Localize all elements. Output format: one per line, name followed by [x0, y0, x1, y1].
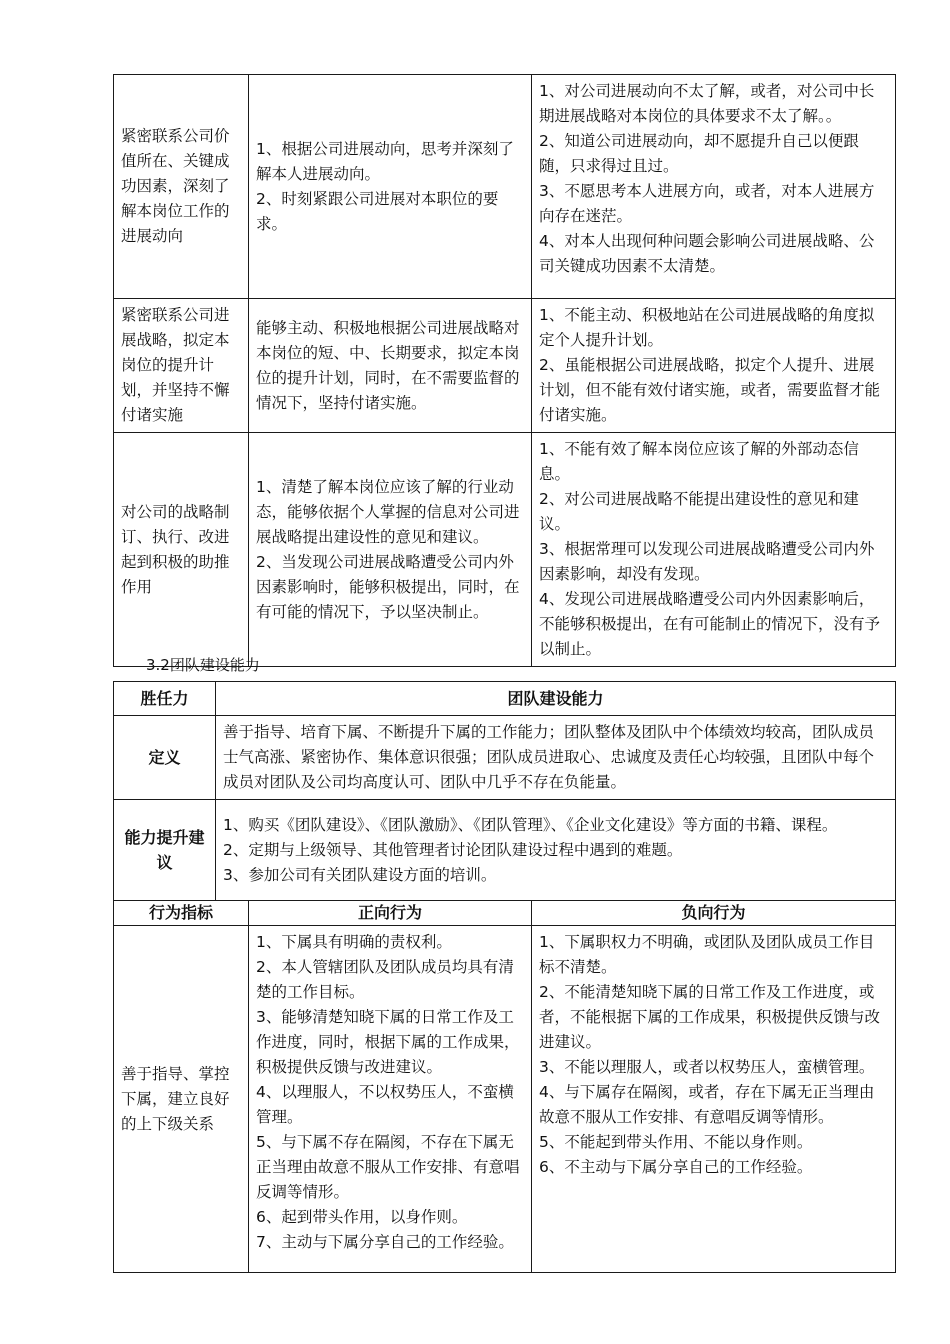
header-value: 团队建设能力: [216, 682, 896, 716]
list-item: 1、对公司进展动向不太了解，或者，对公司中长期进展战略对本岗位的具体要求不太了解。。: [539, 82, 875, 125]
list-item: 1、购买《团队建设》、《团队激励》、《团队管理》、《企业文化建设》等方面的书籍、课程。: [223, 815, 838, 834]
competency-table-continued: [113, 74, 896, 667]
definition-row: [114, 716, 896, 800]
table-row: [114, 433, 896, 667]
list-item: 1、清楚了解本岗位应该了解的行业动态，能够依据个人掌握的信息对公司进展战略提出建设性的意见和建议。: [256, 477, 520, 546]
suggestion-text: [216, 800, 896, 901]
list-item: 5、与下属不存在隔阂，不存在下属无正当理由故意不服从工作安排、有意唱反调等情形。: [256, 1133, 520, 1201]
list-item: 2、定期与上级领导、其他管理者讨论团队建设过程中遇到的难题。: [223, 840, 683, 859]
list-item: 3、能够清楚知晓下属的日常工作及工作进度，同时，根据下属的工作成果，积极提供反馈与改进建议。: [256, 1008, 520, 1076]
positive-behavior-cell: [249, 433, 532, 667]
definition-label: 定义: [114, 716, 216, 800]
list-item: 4、以理服人，不以权势压人，不蛮横管理。: [256, 1083, 514, 1126]
suggestion-row: [114, 800, 896, 901]
list-item: 4、与下属存在隔阂，或者，存在下属无正当理由故意不服从工作安排、有意唱反调等情形。: [539, 1083, 875, 1126]
column-header-negative: 负向行为: [532, 901, 896, 926]
table-row: [114, 299, 896, 433]
negative-behavior-cell: [532, 299, 896, 433]
list-item: 7、主动与下属分享自己的工作经验。: [256, 1233, 514, 1251]
list-item: 1、根据公司进展动向，思考并深刻了解本人进展动向。: [256, 139, 514, 183]
list-item: 2、本人管辖团队及团队成员均具有清楚的工作目标。: [256, 958, 514, 1001]
list-item: 6、起到带头作用，以身作则。: [256, 1208, 468, 1226]
criterion-cell: 对公司的战略制订、执行、改进起到积极的助推作用: [114, 433, 249, 667]
list-item: 4、发现公司进展战略遭受公司内外因素影响后，不能够积极提出，在有可能制止的情况下，没有予以制止。: [539, 590, 881, 658]
table-row: [114, 75, 896, 299]
positive-behavior-cell: [249, 75, 532, 299]
negative-behavior-cell: [532, 926, 896, 1273]
list-item: 3、根据常理可以发现公司进展战略遭受公司内外因素影响，却没有发现。: [539, 540, 875, 583]
criterion-cell: 紧密联系公司进展战略，拟定本岗位的提升计划，并坚持不懈付诸实施: [114, 299, 249, 433]
positive-behavior-cell: [249, 926, 532, 1273]
list-item: 3、不愿思考本人进展方向，或者，对本人进展方向存在迷茫。: [539, 182, 875, 225]
table-row: [114, 926, 896, 1273]
list-item: 4、对本人出现何种问题会影响公司进展战略、公司关键成功因素不太清楚。: [539, 232, 875, 275]
list-item: 2、知道公司进展动向，却不愿提升自己以便跟随，只求得过且过。: [539, 132, 859, 175]
section-title: 3.2团队建设能力: [146, 656, 260, 674]
column-header-positive: 正向行为: [249, 901, 532, 926]
suggestion-label: 能力提升建议: [114, 800, 216, 901]
criterion-cell: 善于指导、掌控下属，建立良好的上下级关系: [114, 926, 249, 1273]
table-header-row: [114, 682, 896, 716]
list-item: 2、时刻紧跟公司进展对本职位的要求。: [256, 189, 499, 233]
definition-text: 善于指导、培育下属、不断提升下属的工作能力；团队整体及团队中个体绩效均较高，团队成员士气高涨、紧密协作、集体意识很强；团队成员进取心、忠诚度及责任心均较强，且团队中每个成员对团队及公司均高度认可、团队中几乎不存在负能量。: [216, 716, 896, 800]
column-header-indicator: 行为指标: [114, 901, 249, 926]
negative-behavior-cell: [532, 433, 896, 667]
list-item: 1、不能有效了解本岗位应该了解的外部动态信息。: [539, 440, 859, 483]
list-item: 1、下属具有明确的责权利。: [256, 933, 452, 951]
list-item: 5、不能起到带头作用、不能以身作则。: [539, 1133, 813, 1151]
positive-behavior-cell: [249, 299, 532, 433]
list-item: 2、对公司进展战略不能提出建设性的意见和建议。: [539, 490, 859, 533]
column-header-row: [114, 901, 896, 926]
list-item: 2、不能清楚知晓下属的日常工作及工作进度，或者，不能根据下属的工作成果，积极提供反馈与改进建议。: [539, 983, 881, 1051]
negative-behavior-cell: [532, 75, 896, 299]
header-label: 胜任力: [114, 682, 216, 716]
list-item: 2、虽能根据公司进展战略，拟定个人提升、进展计划，但不能有效付诸实施，或者，需要监督才能付诸实施。: [539, 356, 881, 424]
list-item: 3、不能以理服人，或者以权势压人，蛮横管理。: [539, 1058, 875, 1076]
list-item: 1、下属职权力不明确，或团队及团队成员工作目标不清楚。: [539, 933, 875, 976]
list-item: 2、当发现公司进展战略遭受公司内外因素影响时，能够积极提出，同时，在有可能的情况下，予以坚决制止。: [256, 552, 520, 621]
list-item: 3、参加公司有关团队建设方面的培训。: [223, 865, 497, 884]
list-item: 能够主动、积极地根据公司进展战略对本岗位的短、中、长期要求，拟定本岗位的提升计划，同时，在不需要监督的情况下，坚持付诸实施。: [256, 318, 520, 412]
criterion-cell: 紧密联系公司价值所在、关键成功因素，深刻了解本岗位工作的进展动向: [114, 75, 249, 299]
list-item: 1、不能主动、积极地站在公司进展战略的角度拟定个人提升计划。: [539, 306, 875, 349]
list-item: 6、不主动与下属分享自己的工作经验。: [539, 1158, 813, 1176]
team-building-competency-table: [113, 681, 896, 1273]
